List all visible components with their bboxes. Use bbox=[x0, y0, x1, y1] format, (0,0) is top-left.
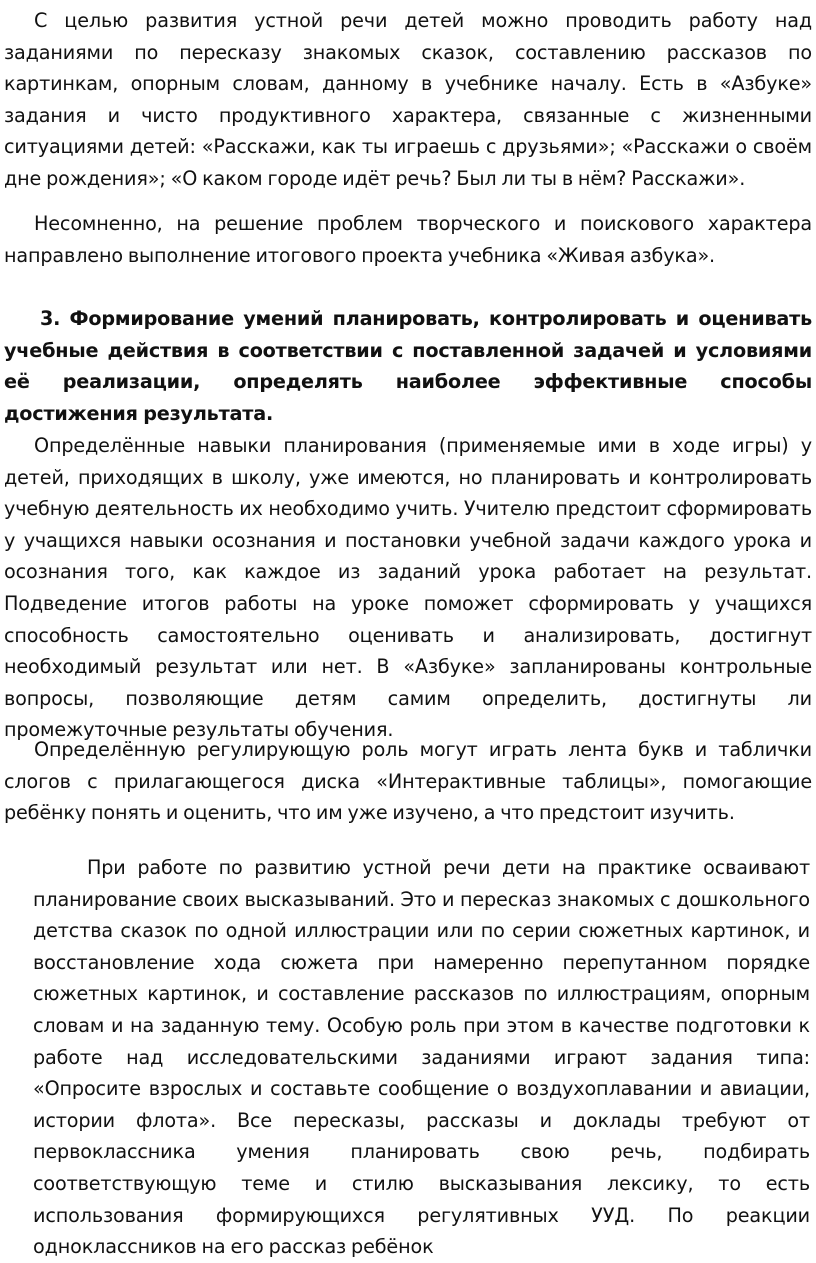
body-paragraph-speech-development: С целью развития устной речи детей можно проводить работу над заданиями по пересказу знакомых сказок, составлению рассказов по картинкам, опорным словам, данному в учебнике началу. Есть в «Азбуке» задания и чисто продуктивного характера, связанные с жизненными ситуациями детей: «Расскажи, как ты играешь с друзьями»; «Расскажи о своём дне рождения»; «О каком городе идёт речь? Был ли ты в нём? Расскажи». bbox=[4, 9, 812, 190]
body-paragraph-letter-tape: Определённую регулирующую роль могут играть лента букв и таблички слогов с прилагающегося диска «Интерактивные таблицы», помогающие ребёнку понять и оценить, что им уже изучено, а что предстоит изучить. bbox=[4, 738, 812, 825]
body-paragraph-oral-speech-planning: При работе по развитию устной речи дети на практике осваивают планирование своих высказываний. Это и пересказ знакомых с дошкольного детства сказок по одной иллюстрации или по серии сюжетных картинок, и восстановление хода сюжета при намеренно перепутанном порядке сюжетных картинок, и составление рассказов по иллюстрациям, опорным словам и на заданную тему. Особую роль при этом в качестве подготовки к работе над исследовательскими заданиями играют задания типа: «Опросите взрослых и составьте сообщение о воздухоплавании и авиации, истории флота». Все пересказы, рассказы и доклады требуют от первоклассника умения планировать свою речь, подбирать соответствующую теме и стилю высказывания лексику, то есть использования формирующихся регулятивных УУД. По реакции одноклассников на его рассказ ребёнок bbox=[33, 856, 810, 1259]
section-heading-planning-skills: 3. Формирование умений планировать, контролировать и оценивать учебные действия в соответствии с поставленной задачей и условиями её реализации, определять наиболее эффективные способы достижения результата. bbox=[4, 307, 812, 425]
body-paragraph-planning-skills: Определённые навыки планирования (применяемые ими в ходе игры) у детей, приходящих в школу, уже имеются, но планировать и контролировать учебную деятельность их необходимо учить. Учителю предстоит сформировать у учащихся навыки осознания и постановки учебной задачи каждого урока и осознания того, как каждое из заданий урока работает на результат. Подведение итогов работы на уроке поможет сформировать у учащихся способность самостоятельно оценивать и анализировать, достигнут необходимый результат или нет. В «Азбуке» запланированы контрольные вопросы, позволяющие детям самим определить, достигнуты ли промежуточные результаты обучения. bbox=[4, 434, 812, 742]
body-paragraph-final-project: Несомненно, на решение проблем творческого и поискового характера направлено выполнение итогового проекта учебника «Живая азбука». bbox=[4, 212, 812, 267]
